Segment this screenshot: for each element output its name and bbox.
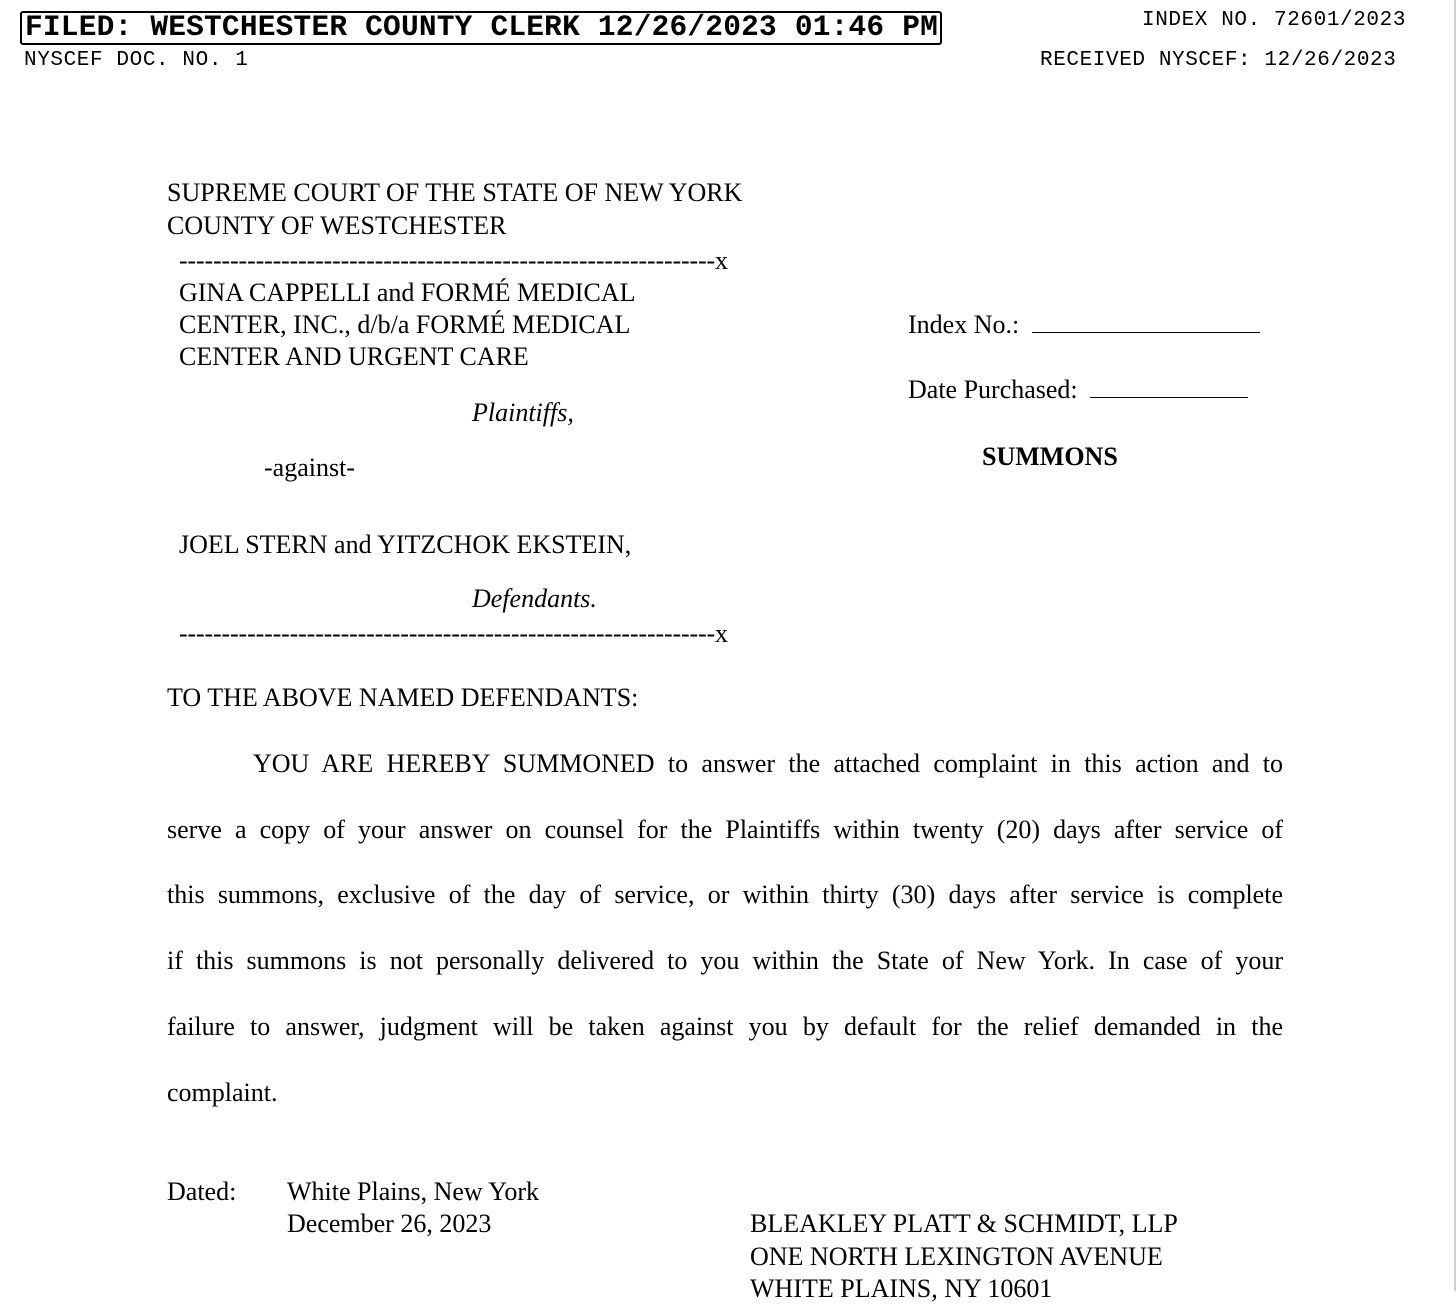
filed-stamp: FILED: WESTCHESTER COUNTY CLERK 12/26/2023 01:46 PM	[20, 11, 942, 45]
caption-divider-bottom: ---------------------------------------------------------------x	[179, 619, 728, 648]
defendants-names: JOEL STERN and YITZCHOK EKSTEIN,	[179, 530, 632, 559]
caption-divider-top: ---------------------------------------------------------------x	[179, 246, 728, 275]
index-number: INDEX NO. 72601/2023	[1142, 9, 1407, 32]
addressee: TO THE ABOVE NAMED DEFENDANTS:	[167, 683, 639, 712]
plaintiff-line-1: GINA CAPPELLI and FORMÉ MEDICAL	[179, 278, 636, 307]
nyscef-doc-number: NYSCEF DOC. NO. 1	[24, 49, 249, 72]
date-purchased-blank	[1090, 375, 1248, 398]
court-name: SUPREME COURT OF THE STATE OF NEW YORK	[167, 178, 743, 207]
date-purchased-field	[908, 373, 1248, 406]
body-line-6: complaint.	[167, 1078, 278, 1107]
firm-address-line-1: ONE NORTH LEXINGTON AVENUE	[750, 1242, 1163, 1271]
body-line-4: if this summons is not personally delivered to you within the State of New York. In case of your	[167, 946, 1283, 975]
plaintiff-line-3: CENTER AND URGENT CARE	[179, 342, 529, 371]
body-line-3: this summons, exclusive of the day of service, or within thirty (30) days after service is complete	[167, 880, 1283, 909]
plaintiff-line-2: CENTER, INC., d/b/a FORMÉ MEDICAL	[179, 310, 631, 339]
against-label: -against-	[264, 453, 355, 482]
index-number-field	[908, 308, 1260, 341]
body-line-2: serve a copy of your answer on counsel for the Plaintiffs within twenty (20) days after service of	[167, 815, 1283, 844]
date-purchased-label: Date Purchased:	[908, 375, 1078, 404]
firm-name: BLEAKLEY PLATT & SCHMIDT, LLP	[750, 1209, 1178, 1238]
index-number-label: Index No.:	[908, 310, 1020, 339]
body-line-5: failure to answer, judgment will be taken against you by default for the relief demanded in the	[167, 1012, 1283, 1041]
plaintiffs-role: Plaintiffs,	[472, 398, 574, 427]
dated-place: White Plains, New York	[287, 1177, 540, 1206]
received-date: RECEIVED NYSCEF: 12/26/2023	[1040, 49, 1397, 72]
firm-address-line-2: WHITE PLAINS, NY 10601	[750, 1274, 1053, 1303]
index-number-blank	[1032, 310, 1260, 333]
dated-date: December 26, 2023	[287, 1209, 492, 1238]
body-line-1: YOU ARE HEREBY SUMMONED to answer the attached complaint in this action and to	[253, 749, 1283, 778]
document-title: SUMMONS	[982, 442, 1118, 471]
dated-label: Dated:	[167, 1177, 237, 1206]
court-county: COUNTY OF WESTCHESTER	[167, 211, 507, 240]
defendants-role: Defendants.	[472, 584, 597, 613]
